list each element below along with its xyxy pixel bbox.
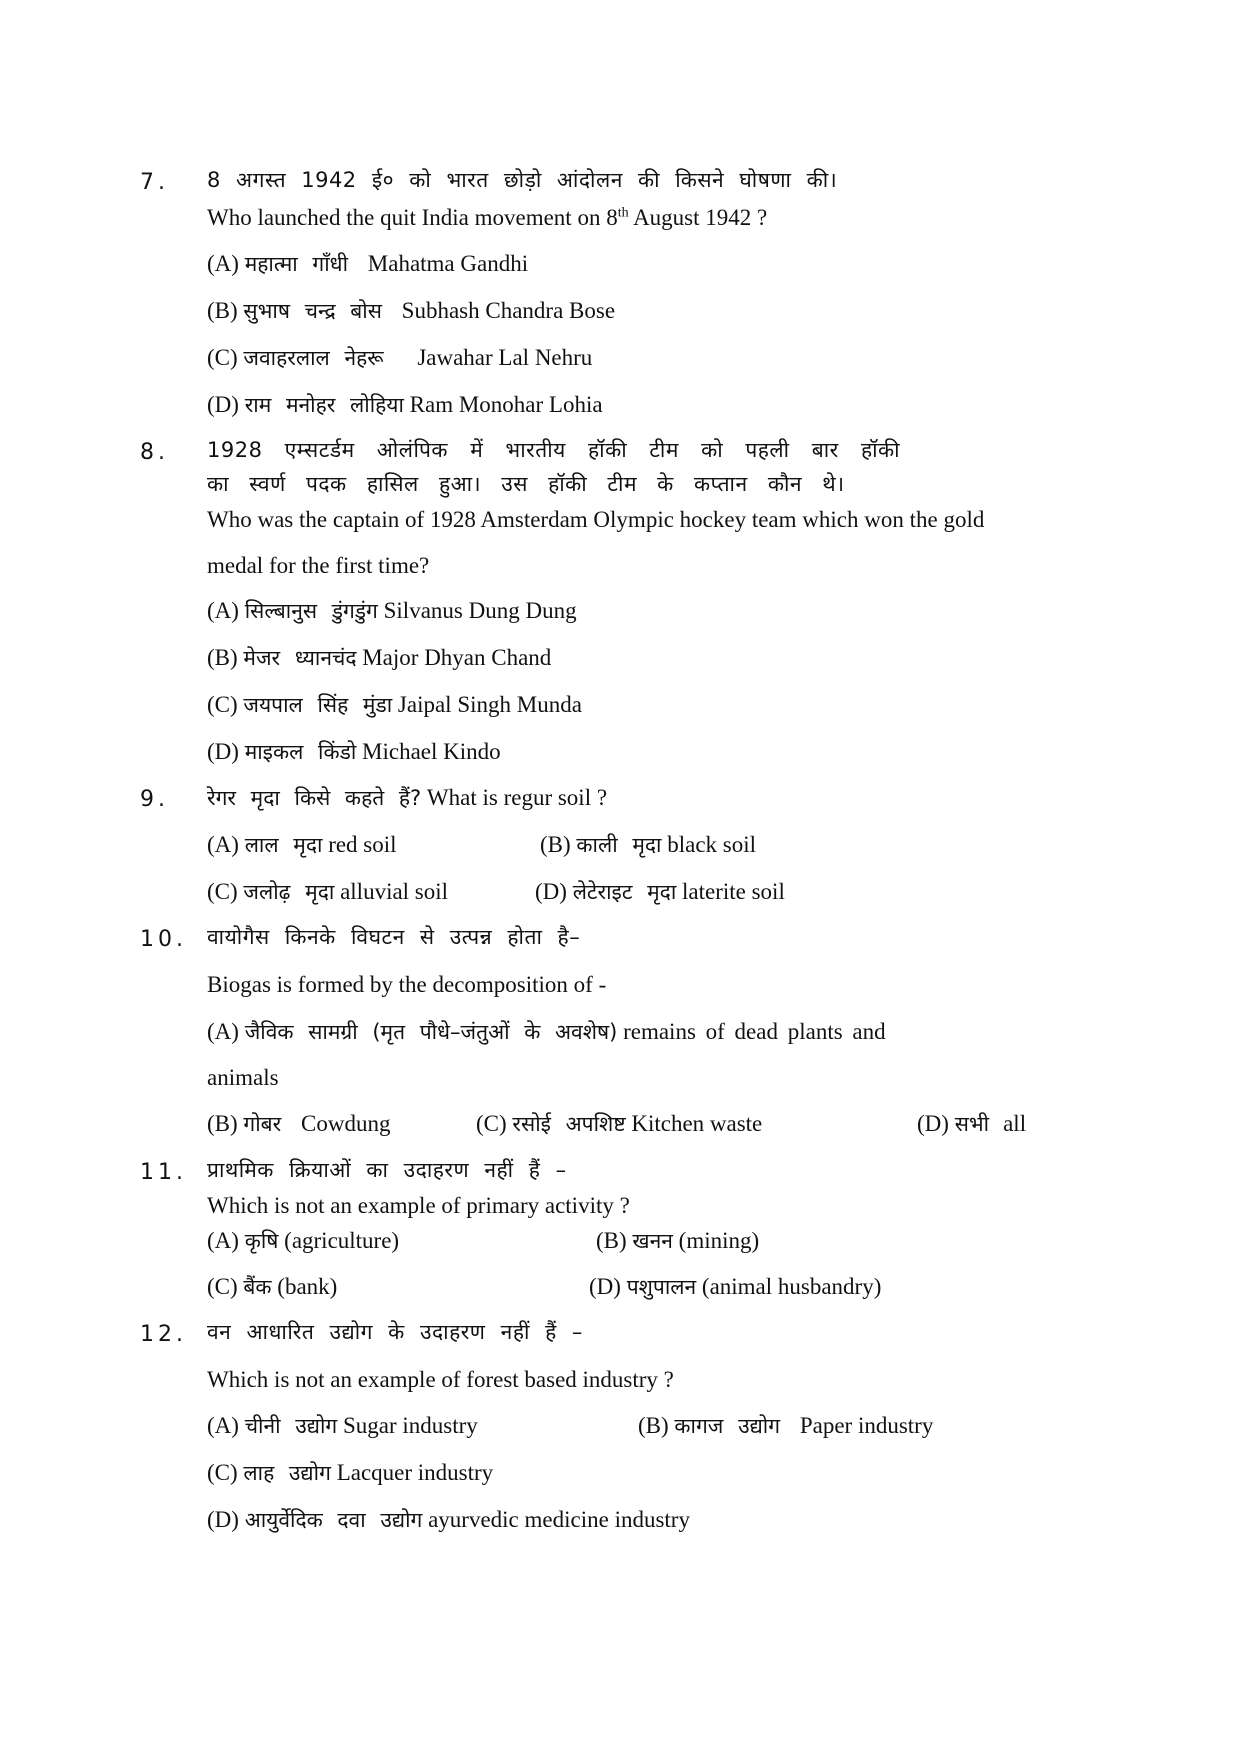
option-hindi: सिल्बानुस डुंगडुंग [244, 599, 378, 623]
option-hindi: जैविक सामग्री (मृत पौधे–जंतुओं के अवशेष) [244, 1020, 618, 1044]
option-label: (D) [535, 879, 567, 904]
option-label: (C) [207, 1274, 238, 1299]
option-hindi: माइकल किंडो [244, 740, 357, 764]
option-english: Jawahar Lal Nehru [417, 345, 593, 370]
option-hindi: गोबर [243, 1112, 282, 1136]
option-english: laterite soil [682, 879, 785, 904]
option-hindi: लेटेराइट मृदा [572, 880, 677, 904]
question-8-option-d [207, 738, 501, 766]
option-label: (D) [207, 739, 239, 764]
option-hindi: जवाहरलाल नेहरू [243, 346, 384, 370]
question-12-number: 12. [140, 1322, 187, 1347]
option-hindi: राम मनोहर लोहिया [244, 393, 404, 417]
option-english: ayurvedic medicine industry [428, 1507, 690, 1532]
question-12-hindi: वन आधारित उद्योग के उदाहरण नहीं हैं – [207, 1320, 583, 1344]
option-hindi: खनन [632, 1229, 673, 1253]
option-english: Michael Kindo [362, 739, 501, 764]
option-label: (C) [476, 1111, 507, 1136]
option-label: (A) [207, 832, 239, 857]
question-10-option-c [476, 1110, 762, 1138]
option-hindi: बैंक [243, 1275, 272, 1299]
question-7-option-c [207, 344, 592, 372]
option-english: (bank) [277, 1274, 338, 1299]
question-11-option-b [596, 1227, 759, 1255]
option-label: (B) [207, 1111, 238, 1136]
option-hindi: सुभाष चन्द्र बोस [243, 299, 382, 323]
option-label: (D) [207, 392, 239, 417]
question-9-text [207, 784, 607, 812]
option-english: Mahatma Gandhi [367, 251, 529, 276]
option-english: (agriculture) [284, 1228, 400, 1253]
question-11-option-d [589, 1273, 881, 1301]
option-label: (A) [207, 598, 239, 623]
question-7-english-tail: August 1942 ? [628, 205, 768, 230]
question-7-option-b [207, 297, 615, 325]
question-11-hindi: प्राथमिक क्रियाओं का उदाहरण नहीं हैं – [207, 1158, 567, 1182]
question-10-option-b [207, 1110, 390, 1138]
question-8-english-line-2: medal for the first time? [207, 553, 430, 578]
option-english: Major Dhyan Chand [362, 645, 552, 670]
option-english: Cowdung [301, 1111, 391, 1136]
question-8-hindi-line-1: 1928 एम्सटर्डम ओलंपिक में भारतीय हॉकी टीम को पहली बार हॉकी [207, 438, 901, 462]
option-english: Lacquer industry [336, 1460, 494, 1485]
question-9-english: What is regur soil ? [426, 785, 608, 810]
option-hindi: महात्मा गाँधी [244, 252, 349, 276]
option-label: (C) [207, 345, 238, 370]
question-7-option-d [207, 391, 603, 419]
question-9-hindi: रेगर मृदा किसे कहते हैं? [207, 786, 422, 810]
question-12-english: Which is not an example of forest based industry ? [207, 1367, 674, 1392]
option-label: (A) [207, 1228, 239, 1253]
question-8-number: 8. [140, 440, 169, 465]
question-12-option-a [207, 1412, 478, 1440]
question-10-hindi: वायोगैस किनके विघटन से उत्पन्न होता है– [207, 925, 581, 949]
option-label: (B) [638, 1413, 669, 1438]
question-7-english [207, 204, 767, 232]
option-label: (B) [207, 645, 238, 670]
option-english: Kitchen waste [631, 1111, 763, 1136]
option-english: Jaipal Singh Munda [397, 692, 582, 717]
option-english: Sugar industry [342, 1413, 478, 1438]
option-english: Subhash Chandra Bose [401, 298, 616, 323]
option-hindi: लाल मृदा [244, 833, 323, 857]
option-hindi: रसोई अपशिष्ट [512, 1112, 626, 1136]
option-hindi: चीनी उद्योग [244, 1414, 338, 1438]
question-10-option-a [207, 1018, 886, 1046]
question-12-option-b [638, 1412, 933, 1440]
option-english: red soil [328, 832, 397, 857]
question-11-option-a [207, 1227, 399, 1255]
question-10-number: 10. [140, 927, 187, 952]
question-7-hindi: 8 अगस्त 1942 ई० को भारत छोड़ो आंदोलन की किसने घोषणा की। [207, 168, 838, 192]
option-label: (B) [540, 832, 571, 857]
question-11-option-c [207, 1273, 337, 1301]
question-8-hindi-line-2: का स्वर्ण पदक हासिल हुआ। उस हॉकी टीम के कप्तान कौन थे। [207, 472, 845, 496]
question-12-option-c [207, 1459, 493, 1487]
question-7-option-a [207, 250, 528, 278]
question-9-option-b [540, 831, 756, 859]
option-label: (D) [589, 1274, 621, 1299]
question-9-option-c [207, 878, 448, 906]
question-8-option-c [207, 691, 582, 719]
question-8-option-b [207, 644, 551, 672]
option-label: (B) [207, 298, 238, 323]
option-label: (A) [207, 1413, 239, 1438]
option-english: black soil [667, 832, 757, 857]
question-8-english-line-1: Who was the captain of 1928 Amsterdam Olympic hockey team which won the gold [207, 507, 985, 532]
option-english: alluvial soil [340, 879, 449, 904]
option-english: (animal husbandry) [701, 1274, 882, 1299]
option-hindi: आयुर्वेदिक दवा उद्योग [244, 1508, 423, 1532]
option-hindi: जयपाल सिंह मुंडा [243, 693, 393, 717]
option-label: (C) [207, 1460, 238, 1485]
question-7-english-text: Who launched the quit India movement on 8 [207, 205, 618, 230]
question-8-option-a [207, 597, 577, 625]
option-english: all [1003, 1111, 1027, 1136]
option-hindi: मेजर ध्यानचंद [243, 646, 357, 670]
option-hindi: कृषि [244, 1229, 279, 1253]
option-hindi: पशुपालन [626, 1275, 697, 1299]
option-hindi: लाह उद्योग [243, 1461, 331, 1485]
question-10-option-a-continued: animals [207, 1065, 279, 1090]
option-label: (C) [207, 692, 238, 717]
question-12-option-d [207, 1506, 690, 1534]
option-hindi: जलोढ़ मृदा [243, 880, 335, 904]
option-english: Paper industry [799, 1413, 934, 1438]
option-english: remains of dead plants and [623, 1019, 886, 1044]
option-english: Ram Monohar Lohia [409, 392, 603, 417]
option-label: (C) [207, 879, 238, 904]
question-11-number: 11. [140, 1160, 187, 1185]
question-7-superscript: th [617, 205, 629, 221]
question-9-option-a [207, 831, 397, 859]
option-hindi: काली मृदा [576, 833, 662, 857]
option-hindi: कागज उद्योग [674, 1414, 781, 1438]
option-label: (A) [207, 251, 239, 276]
question-7-number: 7. [140, 170, 169, 195]
question-9-option-d [535, 878, 785, 906]
option-english: (mining) [678, 1228, 760, 1253]
option-label: (D) [917, 1111, 949, 1136]
question-11-english: Which is not an example of primary activity ? [207, 1193, 630, 1218]
question-10-option-d [917, 1110, 1026, 1138]
option-english: Silvanus Dung Dung [383, 598, 577, 623]
option-label: (D) [207, 1507, 239, 1532]
option-label: (B) [596, 1228, 627, 1253]
option-hindi: सभी [954, 1112, 990, 1136]
question-9-number: 9. [140, 787, 169, 812]
question-10-english: Biogas is formed by the decomposition of - [207, 972, 607, 997]
option-label: (A) [207, 1019, 239, 1044]
